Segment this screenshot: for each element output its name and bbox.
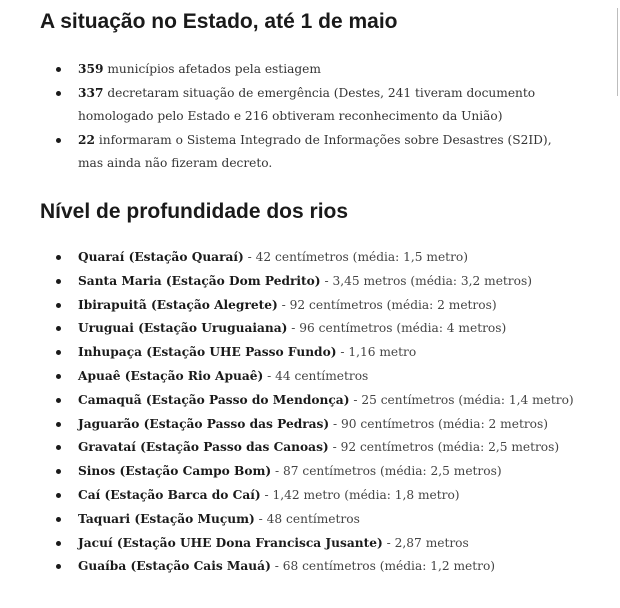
river-name: Gravataí (Estação Passo das Canoas) <box>78 440 329 455</box>
list-item <box>56 129 576 176</box>
bullet-icon <box>56 350 61 355</box>
river-depth: - 92 centímetros (média: 2 metros) <box>277 297 497 312</box>
item-number: 359 <box>78 62 104 76</box>
river-name: Inhupaça (Estação UHE Passo Fundo) <box>78 345 337 360</box>
list-item <box>56 389 576 413</box>
river-name: Jaguarão (Estação Passo das Pedras) <box>78 416 330 431</box>
bullet-icon <box>56 493 61 498</box>
item-text: municípios afetados pela estiagem <box>103 62 321 76</box>
river-name: Santa Maria (Estação Dom Pedrito) <box>78 273 321 288</box>
bullet-icon <box>56 138 61 143</box>
list-item <box>56 270 576 294</box>
river-depth: - 48 centímetros <box>254 511 360 526</box>
river-name: Jacuí (Estação UHE Dona Francisca Jusante) <box>78 535 383 550</box>
river-name: Ibirapuitã (Estação Alegrete) <box>78 297 278 312</box>
river-depth: - 90 centímetros (média: 2 metros) <box>329 416 549 431</box>
list-item <box>56 484 576 508</box>
list-item <box>56 508 576 532</box>
river-depth: - 1,16 metro <box>336 345 417 360</box>
bullet-icon <box>56 398 61 403</box>
list-item <box>56 555 576 579</box>
river-depth: - 1,42 metro (média: 1,8 metro) <box>260 487 460 502</box>
list-item <box>56 317 576 341</box>
item-text: decretaram situação de emergência (Destes, 241 tiveram documento homologado pelo Estado e 216 obtiveram reconhecimento da União) <box>78 85 536 123</box>
list-item <box>56 294 576 318</box>
list-item <box>56 413 576 437</box>
bullet-icon <box>56 303 61 308</box>
list-item <box>56 82 576 129</box>
river-depth: - 42 centímetros (média: 1,5 metro) <box>243 250 468 264</box>
river-depth: - 25 centímetros (média: 1,4 metro) <box>349 392 574 407</box>
river-depth: - 96 centímetros (média: 4 metros) <box>287 321 507 336</box>
bullet-icon <box>56 517 61 522</box>
river-name: Camaquã (Estação Passo do Mendonça) <box>78 392 350 407</box>
list-item <box>56 532 576 556</box>
bullet-icon <box>56 445 61 450</box>
rios-list <box>56 246 576 579</box>
river-depth: - 2,87 metros <box>382 535 469 550</box>
list-item <box>56 365 576 389</box>
list-item <box>56 341 576 365</box>
bullet-icon <box>56 374 61 379</box>
bullet-icon <box>56 67 61 72</box>
bullet-icon <box>56 469 61 474</box>
item-number: 337 <box>78 85 104 100</box>
bullet-icon <box>56 326 61 331</box>
list-item <box>56 460 576 484</box>
river-name: Sinos (Estação Campo Bom) <box>78 464 272 479</box>
sidebar-divider <box>617 8 618 96</box>
bullet-icon <box>56 91 61 96</box>
item-text: informaram o Sistema Integrado de Informações sobre Desastres (S2ID), mas ainda não fizeram decreto. <box>78 132 552 170</box>
list-item <box>56 58 576 82</box>
river-name: Guaíba (Estação Cais Mauá) <box>78 559 271 574</box>
heading-situacao: A situação no Estado, até 1 de maio <box>40 10 398 33</box>
river-depth: - 3,45 metros (média: 3,2 metros) <box>320 273 532 288</box>
river-depth: - 44 centímetros <box>263 368 369 383</box>
bullet-icon <box>56 255 61 260</box>
list-item <box>56 436 576 460</box>
river-name: Caí (Estação Barca do Caí) <box>78 487 261 502</box>
river-name: Uruguai (Estação Uruguaiana) <box>78 321 288 336</box>
river-depth: - 87 centímetros (média: 2,5 metros) <box>271 464 502 479</box>
bullet-icon <box>56 279 61 284</box>
bullet-icon <box>56 564 61 569</box>
river-depth: - 92 centímetros (média: 2,5 metros) <box>328 440 560 455</box>
river-name: Apuaê (Estação Rio Apuaê) <box>78 368 264 383</box>
situacao-list <box>56 58 576 176</box>
river-name: Quaraí (Estação Quaraí) <box>78 250 244 264</box>
river-depth: - 68 centímetros (média: 1,2 metro) <box>270 559 496 574</box>
river-name: Taquari (Estação Muçum) <box>78 511 255 526</box>
list-item <box>56 246 576 270</box>
heading-rios: Nível de profundidade dos rios <box>40 200 349 223</box>
bullet-icon <box>56 422 61 427</box>
item-number: 22 <box>78 132 95 147</box>
bullet-icon <box>56 541 61 546</box>
